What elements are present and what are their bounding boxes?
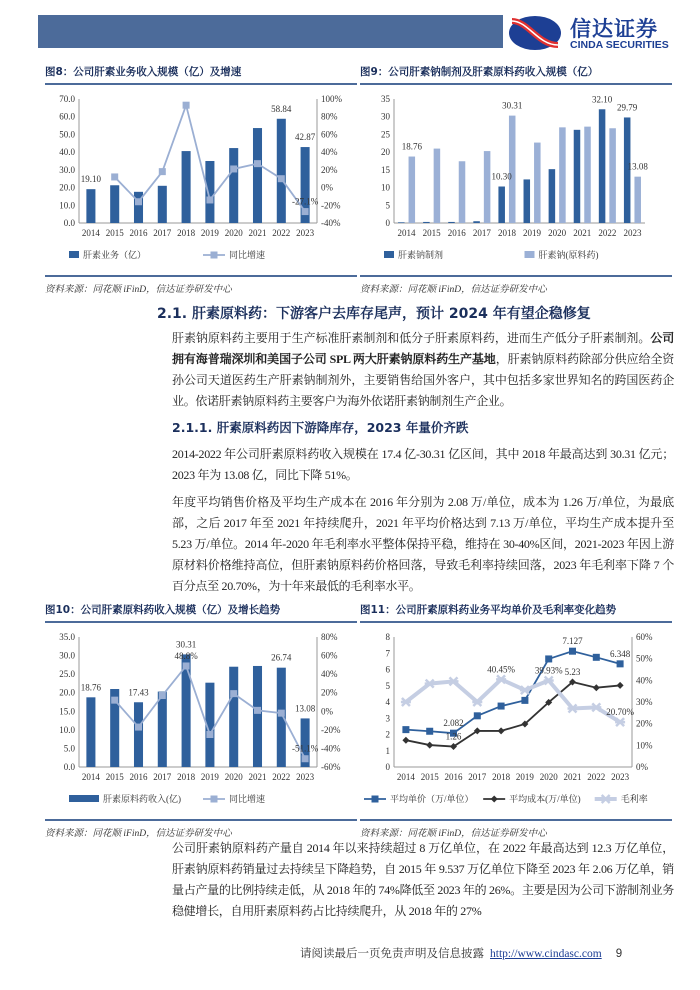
data-label: 5.23 bbox=[564, 667, 581, 678]
bar bbox=[277, 119, 286, 223]
y-tick-label: 15.0 bbox=[59, 706, 75, 717]
x-tick-label: 2015 bbox=[422, 228, 441, 238]
data-point bbox=[111, 173, 118, 180]
x-tick-label: 2017 bbox=[153, 228, 172, 238]
data-point bbox=[402, 737, 409, 744]
p1-text: 肝素钠原料药主要用于生产标准肝素制剂和低分子肝素原料药，进而生产低分子肝素制剂。 bbox=[172, 331, 651, 345]
x-tick-label: 2021 bbox=[248, 772, 267, 782]
data-point bbox=[472, 698, 482, 706]
x-tick-label: 2016 bbox=[129, 228, 148, 238]
bar bbox=[398, 222, 405, 223]
y-tick-label: 15 bbox=[381, 164, 390, 175]
y-tick-label: 20.0 bbox=[59, 687, 75, 698]
legend-marker bbox=[372, 796, 379, 803]
bar bbox=[599, 109, 606, 223]
x-tick-label: 2022 bbox=[587, 772, 606, 782]
x-tick-label: 2023 bbox=[611, 772, 630, 782]
bar bbox=[549, 169, 556, 223]
p1-bold-text: 公司拥有海普瑞深圳和美国子公司 SPL 两大肝素钠原料药生产基地 bbox=[172, 331, 674, 366]
y-tick-label: 0.0 bbox=[63, 762, 75, 772]
x-tick-label: 2021 bbox=[573, 228, 592, 238]
data-point bbox=[402, 726, 409, 733]
paragraph-1 bbox=[172, 328, 674, 412]
data-point bbox=[278, 710, 285, 717]
y-tick-label-right: -40% bbox=[321, 743, 341, 754]
data-label: 29.79 bbox=[617, 102, 638, 113]
legend-marker bbox=[211, 252, 218, 259]
bar bbox=[524, 179, 531, 223]
y-tick-label-right: 50% bbox=[636, 653, 653, 664]
section-heading: 2.1. 肝素原料药：下游客户去库存尾声，预计 2024 年有望企稳修复 bbox=[157, 306, 591, 322]
y-tick-label-right: 20% bbox=[636, 718, 653, 729]
data-label: 13.08 bbox=[627, 161, 648, 172]
y-tick-label: 25 bbox=[381, 129, 390, 140]
y-tick-label: 20.0 bbox=[59, 182, 75, 193]
y-tick-label-right: 40% bbox=[321, 669, 338, 680]
x-tick-label: 2020 bbox=[548, 228, 567, 238]
y-tick-label-right: 40% bbox=[321, 147, 338, 158]
data-point bbox=[183, 662, 190, 669]
y-tick-label: 40.0 bbox=[59, 147, 75, 158]
chart-formulation-vs-api bbox=[360, 85, 672, 275]
logo-en-text: CINDA SECURITIES bbox=[570, 39, 669, 51]
x-tick-label: 2018 bbox=[497, 228, 516, 238]
legend-label: 肝素钠制剂 bbox=[398, 250, 444, 260]
y-tick-label: 30.0 bbox=[59, 164, 75, 175]
legend-swatch bbox=[69, 251, 79, 258]
bar bbox=[158, 692, 167, 767]
figure-11 bbox=[360, 602, 672, 839]
data-label: 32.10 bbox=[591, 94, 613, 105]
y-tick-label-right: 60% bbox=[321, 650, 338, 661]
y-tick-label: 6 bbox=[385, 664, 390, 675]
page-number: 9 bbox=[615, 948, 623, 960]
legend-label: 平均单价（万/单位） bbox=[390, 794, 474, 804]
footer-disclaimer: 请阅读最后一页免责声明及信息披露 bbox=[300, 948, 484, 960]
x-tick-label: 2017 bbox=[472, 228, 491, 238]
bar bbox=[559, 127, 566, 223]
data-label: 13.08 bbox=[294, 703, 316, 714]
y-tick-label-right: -20% bbox=[321, 200, 341, 211]
y-tick-label: 20 bbox=[381, 147, 390, 158]
bar bbox=[409, 157, 416, 223]
data-label: 6.348 bbox=[609, 648, 631, 659]
y-tick-label: 3 bbox=[385, 713, 390, 724]
x-tick-label: 2018 bbox=[177, 772, 196, 782]
data-point bbox=[254, 707, 261, 714]
bar bbox=[574, 130, 581, 223]
paragraph-2: 2014-2022 年公司肝素原料药收入规模在 17.4 亿-30.31 亿区间，其中 2018 年最高达到 30.31 亿元；2023 年为 13.08 亿，同比下降 51%。 bbox=[172, 447, 674, 482]
x-tick-label: 2014 bbox=[81, 228, 100, 238]
figure-10 bbox=[45, 602, 357, 839]
bar bbox=[205, 161, 214, 223]
header-band bbox=[38, 15, 503, 48]
y-tick-label: 0 bbox=[385, 762, 390, 772]
x-tick-label: 2019 bbox=[523, 228, 542, 238]
data-point bbox=[426, 728, 433, 735]
data-point bbox=[426, 742, 433, 749]
y-tick-label: 5 bbox=[385, 680, 390, 691]
website-link[interactable]: http://www.cindasc.com bbox=[490, 948, 602, 960]
y-tick-label: 7 bbox=[385, 648, 390, 659]
legend-label: 毛利率 bbox=[620, 794, 648, 804]
bar bbox=[459, 161, 466, 223]
figure-title: 图11：公司肝素原料药业务平均单价及毛利率变化趋势 bbox=[360, 602, 672, 623]
data-point bbox=[278, 175, 285, 182]
p1-text-cont: ，肝素钠原料药除部分供应给全资孙公司天道医药生产肝素钠制剂外，主要销售给国外客户，其中包括多家世界知名的跨国医药企业。依诺肝素钠原料药主要客户为海外依诺肝素钠制剂生产企业。 bbox=[172, 352, 674, 408]
x-tick-label: 2015 bbox=[105, 228, 124, 238]
data-point bbox=[159, 168, 166, 175]
x-tick-label: 2014 bbox=[81, 772, 100, 782]
paragraph-4: 公司肝素钠原料药产量自 2014 年以来持续超过 8 万亿单位，在 2022 年最高达到 12.3 万亿单位，肝素钠原料药销量过去持续呈下降趋势，自 2015 年 9.537 万亿单位下降至 2023 年 2.06 万亿单，销量占产量的比例持续走低，从 2018 年的 74%降低至 2023 年的 26%。主要是因为公司下游制剂业务稳健增长，自用肝素原料药占比持续爬升，从 2018 年的 27% bbox=[172, 841, 674, 918]
y-tick-label-right: 60% bbox=[636, 632, 653, 642]
x-tick-label: 2020 bbox=[539, 772, 558, 782]
legend-marker bbox=[211, 796, 218, 803]
figure-8 bbox=[45, 64, 357, 295]
x-tick-label: 2018 bbox=[177, 228, 196, 238]
x-tick-label: 2016 bbox=[129, 772, 148, 782]
data-label: 26.74 bbox=[271, 652, 292, 663]
y-tick-label: 50.0 bbox=[59, 129, 75, 140]
bar bbox=[634, 177, 641, 223]
legend-label: 同比增速 bbox=[229, 794, 266, 804]
data-point bbox=[401, 698, 411, 706]
data-point bbox=[593, 654, 600, 661]
data-label: 7.127 bbox=[562, 636, 583, 647]
figure-source: 资料来源：同花顺 iFinD，信达证券研发中心 bbox=[45, 819, 357, 839]
data-label: 39.93% bbox=[534, 665, 563, 676]
x-tick-label: 2014 bbox=[396, 772, 415, 782]
chart-heparin-revenue bbox=[45, 85, 357, 275]
legend-label: 同比增速 bbox=[229, 250, 266, 260]
bar bbox=[448, 222, 455, 223]
bar bbox=[534, 143, 541, 223]
x-tick-label: 2014 bbox=[397, 228, 416, 238]
data-point bbox=[496, 675, 506, 683]
y-tick-label: 60.0 bbox=[59, 111, 75, 122]
y-tick-label: 2 bbox=[385, 729, 390, 740]
data-point bbox=[521, 697, 528, 704]
bar bbox=[509, 116, 516, 223]
x-tick-label: 2020 bbox=[224, 772, 243, 782]
bar bbox=[229, 148, 238, 223]
data-point bbox=[111, 697, 118, 704]
x-tick-label: 2022 bbox=[272, 772, 291, 782]
data-point bbox=[593, 684, 600, 691]
y-tick-label-right: 0% bbox=[321, 706, 333, 717]
series-line bbox=[406, 682, 620, 747]
data-point bbox=[569, 648, 576, 655]
x-tick-label: 2019 bbox=[200, 228, 219, 238]
x-tick-label: 2022 bbox=[598, 228, 617, 238]
y-tick-label: 4 bbox=[385, 697, 390, 707]
legend-label: 肝素原料药收入(亿) bbox=[103, 794, 181, 804]
y-tick-label: 10.0 bbox=[59, 724, 75, 735]
y-tick-label-right: -60% bbox=[321, 762, 341, 772]
y-tick-label-right: -40% bbox=[321, 218, 341, 228]
y-tick-label: 70.0 bbox=[59, 94, 75, 104]
figure-source: 资料来源：同花顺 iFinD，信达证券研发中心 bbox=[360, 275, 672, 295]
y-tick-label-right: 60% bbox=[321, 129, 338, 140]
x-tick-label: 2019 bbox=[515, 772, 534, 782]
data-point bbox=[474, 712, 481, 719]
y-tick-label: 1 bbox=[385, 745, 390, 756]
data-point bbox=[159, 692, 166, 699]
x-tick-label: 2015 bbox=[420, 772, 439, 782]
footer bbox=[300, 945, 622, 961]
figure-title: 图8：公司肝素业务收入规模（亿）及增速 bbox=[45, 64, 357, 85]
y-tick-label-right: 100% bbox=[321, 94, 342, 104]
bar bbox=[473, 221, 480, 223]
data-point bbox=[591, 703, 601, 711]
x-tick-label: 2022 bbox=[272, 228, 291, 238]
data-label: 40.45% bbox=[487, 664, 515, 675]
data-point bbox=[206, 731, 213, 738]
bar bbox=[434, 149, 441, 223]
bar bbox=[253, 666, 262, 767]
y-tick-label-right: 80% bbox=[321, 632, 338, 642]
y-tick-label-right: 0% bbox=[321, 182, 333, 193]
data-point bbox=[617, 660, 624, 667]
data-label: 20.70% bbox=[606, 707, 634, 718]
y-tick-label: 5 bbox=[385, 200, 390, 211]
y-tick-label-right: 30% bbox=[636, 697, 653, 707]
legend-label: 平均成本(万/单位) bbox=[509, 794, 581, 804]
x-tick-label: 2023 bbox=[296, 228, 315, 238]
data-point bbox=[206, 196, 213, 203]
bar bbox=[182, 151, 191, 223]
x-tick-label: 2020 bbox=[224, 228, 243, 238]
logo-cn-text: 信达证券 bbox=[570, 17, 658, 41]
y-tick-label-right: 80% bbox=[321, 111, 338, 122]
data-point bbox=[183, 102, 190, 109]
legend-marker bbox=[601, 795, 611, 803]
figure-source: 资料来源：同花顺 iFinD，信达证券研发中心 bbox=[45, 275, 357, 295]
x-tick-label: 2017 bbox=[468, 772, 487, 782]
y-tick-label: 0.0 bbox=[63, 218, 75, 228]
y-tick-label-right: 40% bbox=[636, 675, 653, 686]
data-point bbox=[520, 686, 530, 694]
y-tick-label-right: 20% bbox=[321, 687, 338, 698]
x-tick-label: 2017 bbox=[153, 772, 172, 782]
y-tick-label: 8 bbox=[385, 632, 390, 642]
bar bbox=[484, 151, 491, 223]
cinda-logo bbox=[508, 13, 698, 53]
subsection-heading: 2.1.1. 肝素原料药因下游降库存，2023 年量价齐跌 bbox=[172, 420, 469, 435]
data-point bbox=[230, 165, 237, 172]
data-label: 17.43 bbox=[128, 687, 149, 698]
y-tick-label: 5.0 bbox=[63, 743, 75, 754]
legend-swatch bbox=[69, 795, 99, 802]
x-tick-label: 2015 bbox=[105, 772, 124, 782]
figure-title: 图10：公司肝素原料药收入规模（亿）及增长趋势 bbox=[45, 602, 357, 623]
y-tick-label-right: -20% bbox=[321, 724, 341, 735]
y-tick-label: 25.0 bbox=[59, 669, 75, 680]
data-point bbox=[498, 703, 505, 710]
data-point bbox=[230, 690, 237, 697]
x-tick-label: 2023 bbox=[296, 772, 315, 782]
paragraph-3: 年度平均销售价格及平均生产成本在 2016 年分别为 2.08 万/单位，成本为 1.26 万/单位，为最底部，之后 2017 年至 2021 年持续爬升，2021 年平均价格达到 7.13 万/单位，平均生产成本提升至 5.23 万/单位。2014 年-2020 年毛利率水平整体保持平稳，维持在 30-40%区间，2021-2023 年因上游原材料价格维持高位，但肝素钠原料药价格回落，导致毛利率持续回落，2023 年毛利率下降 7 个百分点至 20.70%，为十年来最低的毛利率水平。 bbox=[172, 495, 674, 593]
y-tick-label: 35.0 bbox=[59, 632, 75, 642]
bar bbox=[86, 697, 95, 767]
bar bbox=[253, 128, 262, 223]
chart-api-revenue bbox=[45, 623, 357, 819]
bar bbox=[229, 667, 238, 767]
data-point bbox=[302, 208, 309, 215]
data-point bbox=[617, 682, 624, 689]
figure-title: 图9：公司肝素钠制剂及肝素原料药收入规模（亿） bbox=[360, 64, 672, 85]
bar bbox=[423, 222, 430, 223]
cinda-logo-icon bbox=[508, 15, 562, 51]
x-tick-label: 2016 bbox=[447, 228, 466, 238]
legend-swatch bbox=[525, 251, 535, 258]
bar bbox=[498, 187, 505, 223]
data-label: 10.30 bbox=[491, 171, 512, 182]
x-tick-label: 2021 bbox=[563, 772, 582, 782]
data-point bbox=[545, 655, 552, 662]
y-tick-label: 30 bbox=[381, 111, 390, 122]
figure-9 bbox=[360, 64, 672, 295]
y-tick-label-right: 20% bbox=[321, 164, 338, 175]
legend-label: 肝素业务（亿） bbox=[83, 250, 147, 260]
data-label: 48.8% bbox=[174, 650, 198, 661]
chart-price-margin bbox=[360, 623, 672, 819]
y-tick-label: 30.0 bbox=[59, 650, 75, 661]
y-tick-label-right: 10% bbox=[636, 740, 653, 751]
data-point bbox=[135, 198, 142, 205]
x-tick-label: 2021 bbox=[248, 228, 267, 238]
x-tick-label: 2019 bbox=[200, 772, 219, 782]
legend-label: 肝素钠(原料药) bbox=[538, 250, 599, 260]
y-tick-label-right: 0% bbox=[636, 762, 648, 772]
data-point bbox=[302, 755, 309, 762]
data-label: 18.76 bbox=[401, 141, 422, 152]
bar bbox=[584, 127, 591, 223]
data-label: 18.76 bbox=[80, 682, 102, 693]
data-label: 1.26 bbox=[445, 731, 462, 742]
y-tick-label: 10.0 bbox=[59, 200, 75, 211]
data-label: 58.84 bbox=[271, 103, 292, 114]
data-label: -27.1% bbox=[291, 196, 319, 207]
data-label: 30.31 bbox=[502, 100, 523, 111]
data-label: 19.10 bbox=[80, 174, 102, 185]
y-tick-label: 35 bbox=[381, 94, 390, 104]
data-label: 42.87 bbox=[294, 132, 316, 143]
legend-swatch bbox=[384, 251, 394, 258]
bar bbox=[134, 702, 143, 767]
data-point bbox=[615, 718, 625, 726]
x-tick-label: 2016 bbox=[444, 772, 463, 782]
figure-source: 资料来源：同花顺 iFinD，信达证券研发中心 bbox=[360, 819, 672, 839]
data-point bbox=[254, 160, 261, 167]
data-point bbox=[425, 680, 435, 688]
x-tick-label: 2018 bbox=[492, 772, 511, 782]
x-tick-label: 2023 bbox=[623, 228, 642, 238]
bar bbox=[158, 186, 167, 223]
bar bbox=[110, 185, 119, 223]
legend-marker bbox=[491, 796, 498, 803]
bar bbox=[609, 128, 616, 223]
data-label: -51.1% bbox=[291, 743, 319, 754]
data-label: 30.31 bbox=[175, 639, 197, 650]
bar bbox=[86, 189, 95, 223]
data-point bbox=[449, 677, 459, 685]
data-label: 2.082 bbox=[443, 718, 464, 729]
y-tick-label: 0 bbox=[385, 218, 390, 228]
y-tick-label: 10 bbox=[381, 182, 390, 193]
data-point bbox=[498, 727, 505, 734]
data-point bbox=[135, 724, 142, 731]
